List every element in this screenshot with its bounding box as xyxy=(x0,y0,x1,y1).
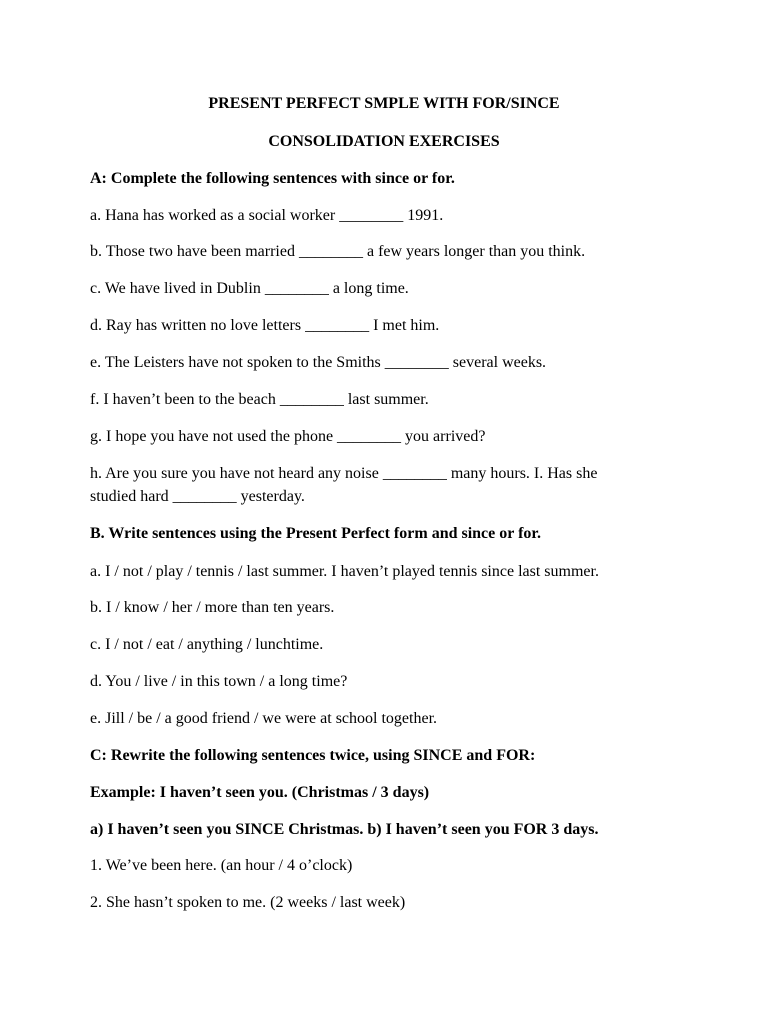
page-subtitle: CONSOLIDATION EXERCISES xyxy=(268,133,500,150)
section-c-example: Example: I haven’t seen you. (Christmas / 3 days) xyxy=(90,784,430,801)
section-a-item: d. Ray has written no love letters ________ I met him. xyxy=(90,317,440,334)
section-b-item: d. You / live / in this town / a long time? xyxy=(90,673,348,690)
section-a-item: g. I hope you have not used the phone ________ you arrived? xyxy=(90,428,486,445)
section-c-item: 2. She hasn’t spoken to me. (2 weeks / last week) xyxy=(90,894,406,911)
section-a-item: a. Hana has worked as a social worker ________ 1991. xyxy=(90,207,444,224)
page-title: PRESENT PERFECT SMPLE WITH FOR/SINCE xyxy=(208,95,560,112)
section-a-item: c. We have lived in Dublin ________ a long time. xyxy=(90,280,409,297)
section-c-item: 1. We’ve been here. (an hour / 4 o’clock) xyxy=(90,857,353,874)
section-a-item: f. I haven’t been to the beach ________ last summer. xyxy=(90,391,429,408)
section-b-item: c. I / not / eat / anything / lunchtime. xyxy=(90,636,324,653)
section-b-heading: B. Write sentences using the Present Perfect form and since or for. xyxy=(90,525,542,542)
section-a-item: b. Those two have been married ________ a few years longer than you think. xyxy=(90,243,586,260)
section-b-item: b. I / know / her / more than ten years. xyxy=(90,599,335,616)
section-b-item: a. I / not / play / tennis / last summer. I haven’t played tennis since last summer. xyxy=(90,563,599,580)
section-c-example-answer: a) I haven’t seen you SINCE Christmas. b) I haven’t seen you FOR 3 days. xyxy=(90,821,599,838)
section-a-item-continuation: studied hard ________ yesterday. xyxy=(90,488,305,505)
section-a-heading: A: Complete the following sentences with since or for. xyxy=(90,170,455,187)
section-a-item: h. Are you sure you have not heard any noise ________ many hours. I. Has she xyxy=(90,465,598,482)
section-a-item: e. The Leisters have not spoken to the Smiths ________ several weeks. xyxy=(90,354,547,371)
section-b-item: e. Jill / be / a good friend / we were at school together. xyxy=(90,710,438,727)
section-c-heading: C: Rewrite the following sentences twice, using SINCE and FOR: xyxy=(90,747,536,764)
